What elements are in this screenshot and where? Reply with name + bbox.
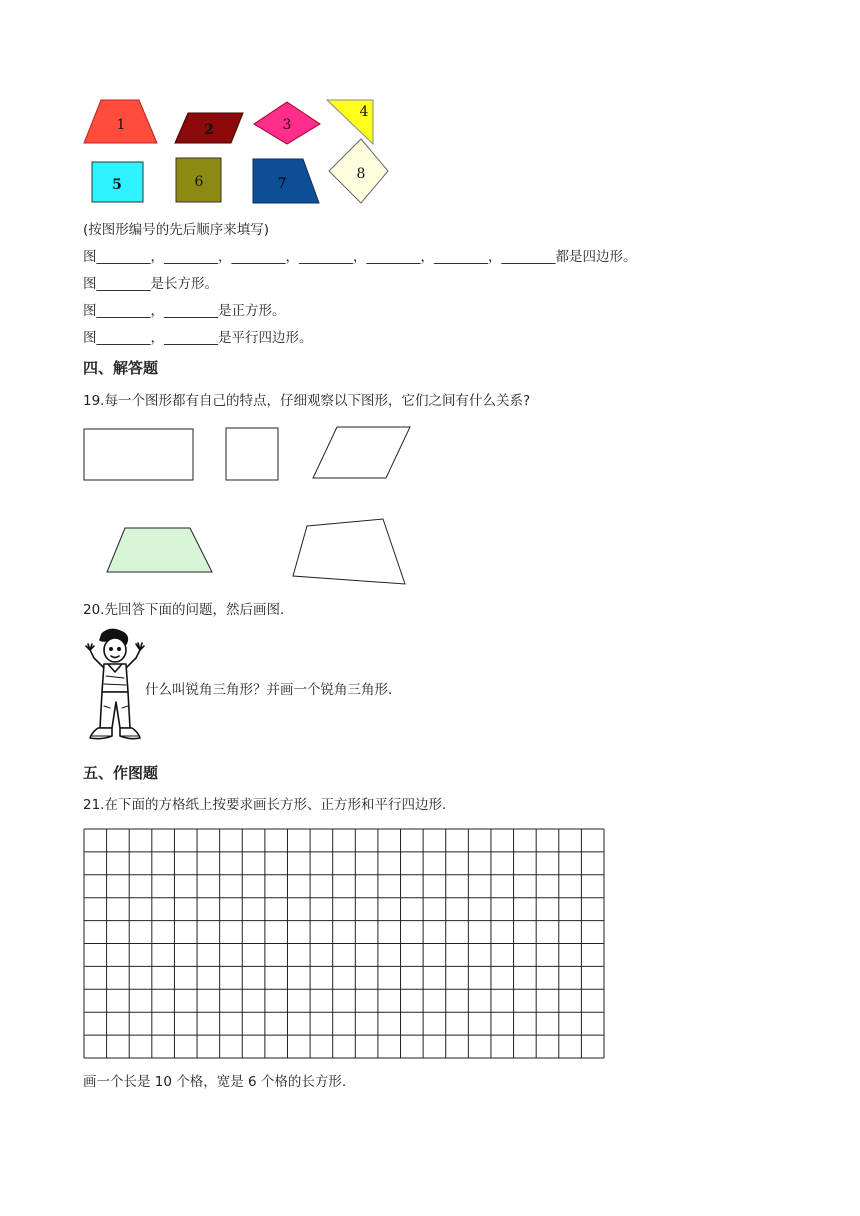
q18-line-quadrilaterals: 图________，________，________，________，________，________，________都是四边形。 [83,249,637,265]
q20-text: 20.先回答下面的问题，然后画图. [83,602,285,618]
shape-4-triangle [327,100,373,144]
q19-trapezoid [107,528,212,572]
boy-illustration [80,628,150,750]
shape-2-label: 2 [204,122,214,138]
shape-4-label: 4 [359,104,369,120]
shape-1-trapezoid [84,100,157,143]
section-4-title: 四、解答题 [83,359,159,377]
shape-5-label: 5 [112,177,122,193]
q19-rectangle [84,429,193,480]
shape-2-parallelogram [175,113,243,143]
q21-task: 画一个长是 10 个格，宽是 6 个格的长方形. [83,1074,347,1090]
shape-1-label: 1 [116,117,126,133]
shape-8-rotated-square [329,139,388,203]
q19-irregular-quadrilateral [293,519,405,584]
shape-7-trapezoid [253,159,319,203]
q19-shapes-figure [0,415,860,595]
shape-3-label: 3 [282,117,292,133]
shape-3-rhombus [254,102,320,144]
q18-instruction: (按图形编号的先后顺序来填写) [83,222,270,238]
q21-text: 21.在下面的方格纸上按要求画长方形、正方形和平行四边形. [83,797,447,813]
shape-6-label: 6 [194,174,204,190]
q18-line-rectangle: 图________是长方形。 [83,276,218,292]
drawing-grid[interactable] [83,828,605,1059]
q18-line-parallelogram: 图________，________是平行四边形。 [83,330,313,346]
shape-6-square [176,158,221,202]
shape-8-label: 8 [356,166,366,182]
q19-text: 19.每一个图形都有自己的特点，仔细观察以下图形，它们之间有什么关系? [83,393,531,409]
q18-line-square: 图________，________是正方形。 [83,303,286,319]
q19-parallelogram [313,427,410,478]
q19-square [226,428,278,480]
section-5-title: 五、作图题 [83,764,159,782]
q20-question: 什么叫锐角三角形？并画一个锐角三角形. [145,682,393,698]
colored-shapes-figure [0,0,860,215]
shape-7-label: 7 [277,176,287,192]
shape-5-square [92,162,143,202]
